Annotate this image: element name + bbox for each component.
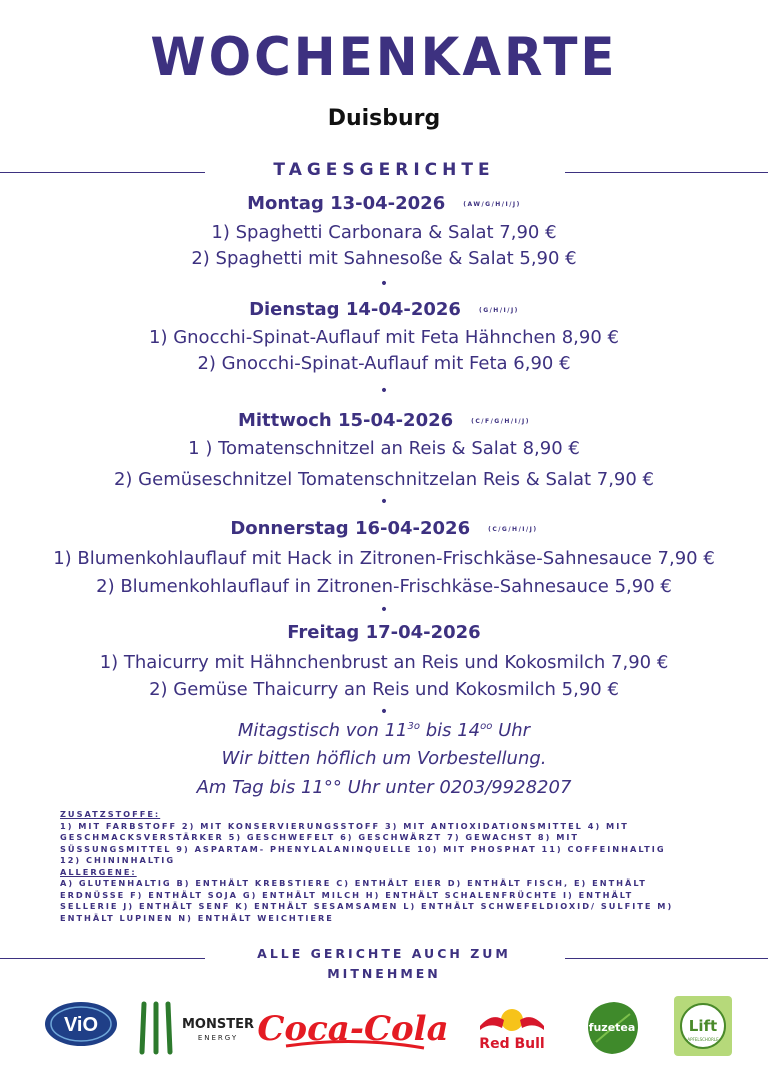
dish-item: 1) Thaicurry mit Hähnchenbrust an Reis und Kokosmilch 7,90 €	[99, 652, 669, 673]
coca-cola-logo-text: Coca-Cola	[257, 1009, 449, 1049]
day-label: Mittwoch 15-04-2026	[237, 410, 454, 431]
dish-item: 2) Gnocchi-Spinat-Auflauf mit Feta 6,90 €	[197, 353, 571, 374]
takeaway-note	[0, 944, 768, 984]
allergen-codes: (C/G/H/I/J)	[488, 525, 538, 533]
monster-logo-text: MONSTER	[182, 1017, 254, 1032]
separator-dot: •	[379, 276, 389, 292]
separator-dot: •	[379, 383, 389, 399]
lunch-hours-end-minutes: oo	[480, 721, 493, 732]
fuzetea-logo	[582, 998, 642, 1058]
day-heading-friday	[0, 622, 768, 643]
dish-item: 1) Spaghetti Carbonara & Salat 7,90 €	[211, 222, 557, 243]
dish-item: 1) Blumenkohlauflauf mit Hack in Zitronen-Frischkäse-Sahnesauce 7,90 €	[53, 548, 715, 569]
red-bull-logo-text: Red Bull	[479, 1036, 545, 1052]
allergen-codes: (C/F/G/H/I/J)	[471, 417, 531, 425]
separator-dot: •	[379, 704, 389, 720]
page-title: WOCHENKARTE	[150, 26, 618, 88]
lift-logo	[674, 996, 732, 1056]
monster-energy-logo	[134, 998, 258, 1056]
allergen-codes: (G/H/I/J)	[478, 306, 519, 314]
allergens-heading: ALLERGENE:	[60, 866, 137, 877]
red-bull-logo	[474, 1002, 550, 1054]
lunch-hours-start: Mitagstisch von 11	[237, 720, 408, 741]
fuzetea-logo-text: fuzetea	[588, 1021, 636, 1034]
day-label: Freitag 17-04-2026	[287, 622, 481, 643]
dish-item: 1) Gnocchi-Spinat-Auflauf mit Feta Hähnchen 8,90 €	[149, 327, 619, 348]
day-heading-tuesday	[0, 299, 768, 320]
additives-text: 1) MIT FARBSTOFF 2) MIT KONSERVIERUNGSSTOFF 3) MIT ANTIOXIDATIONSMITTEL 4) MIT GESCHMACKSVERSTÄRKER 5) GESCHWEFELT 6) GESCHWÄRZT 7) GEWACHST 8) MIT SÜSSUNGSMITTEL 9) ASPARTAM- PHENYLALANINQUELLE 10) MIT PHOSPHAT 11) COFFEINHALTIG 12) CHININHALTIG	[60, 820, 666, 865]
monster-logo-subtext: ENERGY	[197, 1034, 239, 1042]
preorder-note: Wir bitten höflich um Vorbestellung.	[221, 748, 547, 769]
lunch-hours-unit: Uhr	[492, 720, 531, 741]
dish-item: 1 ) Tomatenschnitzel an Reis & Salat 8,90 €	[188, 438, 580, 459]
vio-logo-text: ViO	[63, 1014, 99, 1036]
separator-dot: •	[379, 494, 389, 510]
takeaway-line-2: MITNEHMEN	[327, 966, 441, 981]
additives-allergens-block	[60, 809, 690, 924]
day-heading-wednesday	[0, 410, 768, 431]
day-label: Donnerstag 16-04-2026	[230, 518, 471, 539]
phone-note: Am Tag bis 11°° Uhr unter 0203/9928207	[196, 777, 572, 798]
dish-item: 2) Spaghetti mit Sahnesoße & Salat 5,90 €	[191, 248, 577, 269]
dish-item: 2) Gemüseschnitzel Tomatenschnitzelan Reis & Salat 7,90 €	[113, 469, 655, 490]
separator-dot: •	[379, 602, 389, 618]
lift-logo-subtext: APFELSCHORLE	[687, 1037, 719, 1042]
allergen-codes: (AW/G/H/I/J)	[463, 200, 521, 208]
city-subtitle: Duisburg	[327, 106, 441, 131]
additives-heading: ZUSATZSTOFFE:	[60, 809, 161, 819]
day-label: Dienstag 14-04-2026	[249, 299, 461, 320]
lunch-hours-end: bis 14	[419, 720, 481, 741]
takeaway-line-1: ALLE GERICHTE AUCH ZUM	[257, 946, 511, 961]
lunch-hours	[0, 720, 768, 741]
coca-cola-logo	[257, 996, 449, 1058]
day-label: Montag 13-04-2026	[247, 193, 446, 214]
vio-logo	[44, 1000, 118, 1048]
dish-item: 2) Blumenkohlauflauf in Zitronen-Frischkäse-Sahnesauce 5,90 €	[96, 576, 672, 597]
day-heading-monday	[0, 193, 768, 214]
allergens-text: A) GLUTENHALTIG B) ENTHÄLT KREBSTIERE C) ENTHÄLT EIER D) ENTHÄLT FISCH, E) ENTHÄLT ERDNÜSSE F) ENTHÄLT SOJA G) ENTHÄLT MILCH H) ENTHÄLT SCHALENFRÜCHTE I) ENTHÄLT SELLERIE J) ENTHÄLT SENF K) ENTHÄLT SESAMSAMEN L) ENTHÄLT SCHWEFELDIOXID/ SULFITE M) ENTHÄLT LUPINEN N) ENTHÄLT WEICHTIERE	[60, 878, 674, 923]
day-heading-thursday	[0, 518, 768, 539]
dish-item: 2) Gemüse Thaicurry an Reis und Kokosmilch 5,90 €	[149, 679, 619, 700]
lunch-hours-start-minutes: 3o	[407, 721, 420, 732]
section-title: TAGESGERICHTE	[273, 160, 495, 180]
lift-logo-text: Lift	[688, 1017, 718, 1035]
